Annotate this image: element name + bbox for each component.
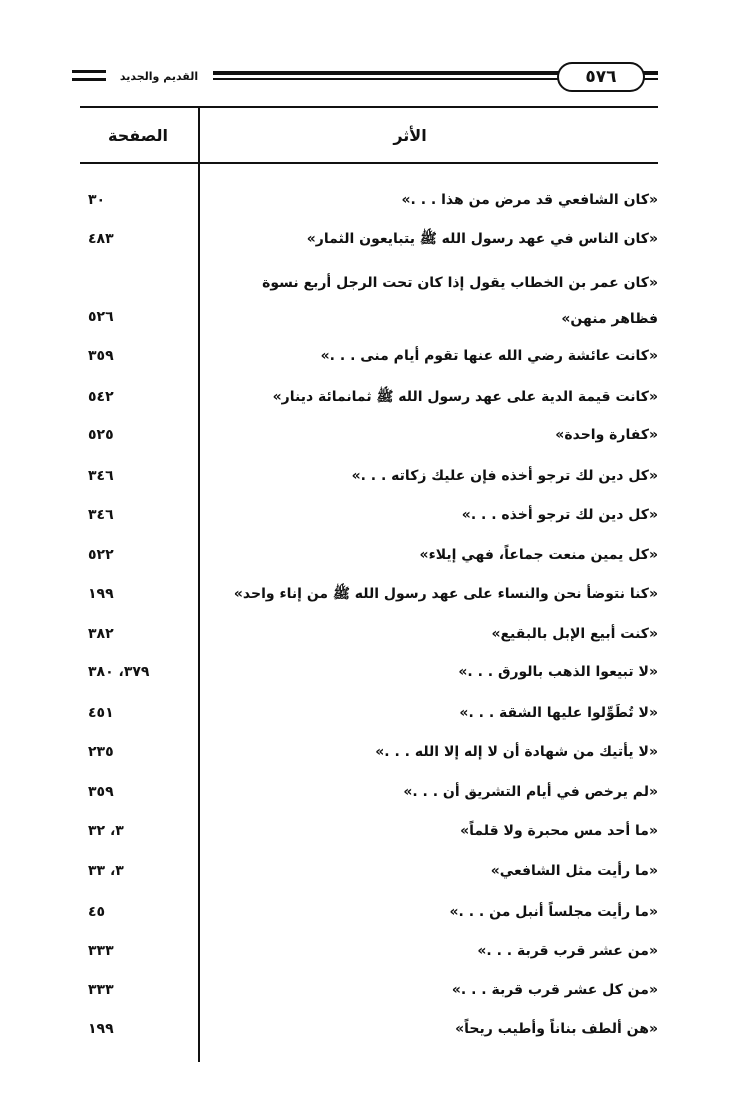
athar-text: «كنا نتوضأ نحن والنساء على عهد رسول الله ﷺ من إناء واحد» (233, 586, 658, 602)
athar-text: «كل دين لك ترجو أخذه . . .» (461, 507, 658, 523)
table-header-rule (80, 162, 658, 164)
athar-text: «كان الناس في عهد رسول الله ﷺ يتبايعون الثمار» (306, 231, 658, 247)
page-number: ٥٧٦ (557, 62, 645, 92)
athar-text: «كان عمر بن الخطاب يقول إذا كان تحت الرجل أربع نسوة فظاهر منهن» (262, 275, 658, 327)
page-ref: ٢٣٥ (88, 744, 114, 760)
page-ref: ٥٢٦ (88, 309, 114, 325)
page-ref: ٣٠ (88, 192, 106, 208)
page-ref: ١٩٩ (88, 586, 114, 602)
page-ref: ٣٨٢ (88, 626, 114, 642)
header-rule (645, 71, 657, 75)
running-head-title: القديم والجديد (119, 70, 199, 83)
athar-text: «كانت قيمة الدية على عهد رسول الله ﷺ ثمانمائة دينار» (272, 389, 658, 405)
athar-text: «لا تبيعوا الذهب بالورق . . .» (458, 664, 658, 680)
page-ref: ٣٣٣ (88, 982, 114, 998)
header-ornament-bar (72, 70, 106, 73)
athar-text: «لا يأتيك من شهادة أن لا إله إلا الله . . .» (375, 744, 658, 760)
page-ref: ٥٤٢ (88, 389, 114, 405)
athar-text: «هن ألطف بناناً وأطيب ريحاً» (455, 1021, 658, 1037)
column-header-athar: الأثر (393, 126, 427, 145)
page-ref: ٣، ٣٢ (88, 823, 124, 839)
athar-text: «كفارة واحدة» (555, 427, 658, 443)
athar-text: «كانت عائشة رضي الله عنها تقوم أيام منى . . .» (320, 348, 658, 364)
page-ref: ٣٣٣ (88, 943, 114, 959)
athar-text: «من عشر قرب قربة . . .» (477, 943, 658, 959)
athar-text: «كان الشافعي قد مرض من هذا . . .» (401, 192, 658, 208)
page-ref: ٥٢٥ (88, 427, 114, 443)
page-ref: ٣٥٩ (88, 348, 114, 364)
athar-text: «من كل عشر قرب قربة . . .» (451, 982, 658, 998)
athar-text: «كل دين لك ترجو أخذه فإن عليك زكاته . . .» (351, 468, 658, 484)
table-top-rule (80, 106, 658, 108)
page-ref: ٥٢٢ (88, 547, 114, 563)
page-ref: ٣٤٦ (88, 468, 114, 484)
athar-text: «ما أحد مس محبرة ولا قلماً» (460, 823, 658, 839)
athar-text: «كل يمين منعت جماعاً، فهي إيلاء» (419, 547, 658, 563)
athar-text: «لم يرخص في أيام التشريق أن . . .» (403, 784, 658, 800)
page-ref: ٣٧٩، ٣٨٠ (88, 664, 150, 680)
page-ref: ٣، ٣٣ (88, 863, 124, 879)
page-ref: ٤٥١ (88, 705, 114, 721)
header-ornament-bar (72, 78, 106, 81)
page-ref: ٣٤٦ (88, 507, 114, 523)
header-rule (645, 78, 657, 80)
page-ref: ٤٥ (88, 904, 106, 920)
page-ref: ٤٨٣ (88, 231, 114, 247)
athar-text: «ما رأيت مثل الشافعي» (490, 863, 658, 879)
page-ref: ١٩٩ (88, 1021, 114, 1037)
column-divider (198, 107, 200, 1062)
page-ref: ٣٥٩ (88, 784, 114, 800)
athar-text: «كنت أبيع الإبل بالبقيع» (491, 626, 658, 642)
athar-text: «ما رأيت مجلساً أنبل من . . .» (449, 904, 658, 920)
athar-text: «لا تُطَوِّلوا عليها الشقة . . .» (459, 705, 658, 721)
column-header-page: الصفحة (107, 126, 168, 145)
